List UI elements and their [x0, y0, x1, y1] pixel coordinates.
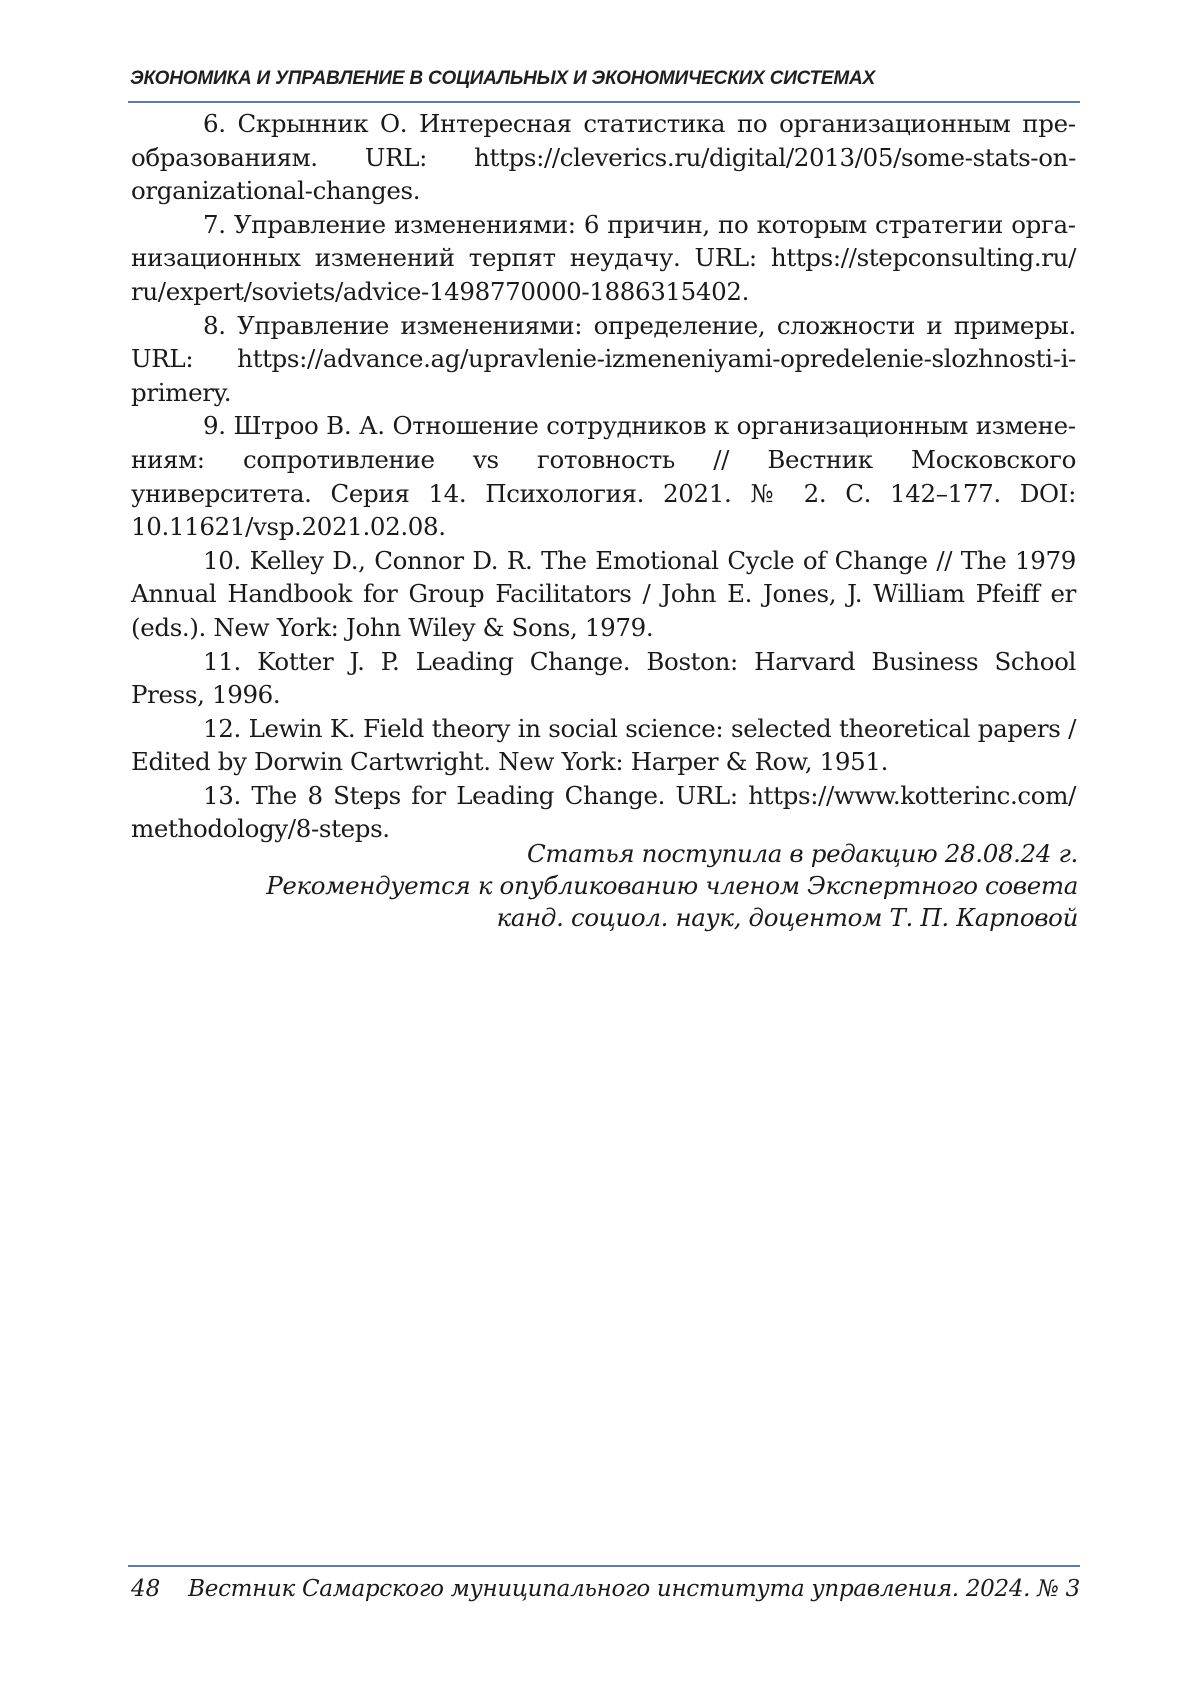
footer-divider — [128, 1565, 1080, 1567]
received-date-line: Статья поступила в редакцию 28.08.24 г. — [526, 839, 1078, 868]
submission-note — [178, 838, 1078, 934]
reference-list — [131, 107, 1076, 846]
reference-item-6: 6. Скрынник О. Интересная статистика по организационным преобразованиям. URL: https://cleverics.ru/​digital/​2013/​05/​some-stats-on-​organizational-changes. — [131, 109, 1076, 206]
header-divider — [128, 101, 1080, 103]
reference-item-8: 8. Управление изменениями: определение, сложности и примеры. URL: https://​advance.ag/​upravlenie-izmeneniyami-opredelenie-slozhnosti-i-​primery. — [131, 310, 1076, 407]
reference-item-7: 7. Управление изменениями: 6 причин, по которым стратегии организационных изменений терпят неудачу. URL: https://​stepconsulting.ru/​ru/​expert/soviets/advice-1498770000-1886315402. — [131, 209, 1076, 306]
page-number: 48 — [131, 1576, 161, 1602]
reference-item-13: 13. The 8 Steps for Leading Change. URL: https://​www.kotterinc.com/​methodology/8-steps. — [131, 780, 1076, 844]
recommendation-line: Рекомендуется к опубликованию членом Экспертного совета — [266, 871, 1078, 900]
running-title: ЭКОНОМИКА И УПРАВЛЕНИЕ В СОЦИАЛЬНЫХ И ЭКОНОМИЧЕСКИХ СИСТЕМАХ — [130, 68, 875, 89]
reference-item-12: 12. Lewin K. Field theory in social science: selected theoretical papers / Edited by Dorwin Cartwright. New York: Harper & Row, 1951. — [131, 713, 1076, 777]
reference-item-11: 11. Kotter J. P. Leading Change. Boston: Harvard Business School Press, 1996. — [131, 646, 1076, 710]
reviewer-line: канд. социол. наук, доцентом Т. П. Карповой — [496, 903, 1078, 932]
reference-item-10: 10. Kelley D., Connor D. R. The Emotional Cycle of Change // The 1979 Annual Handbook for Group Facilitators / John E. Jones, J. William Pfeiff er (eds.). New York: John Wiley & Sons, 1979. — [131, 545, 1076, 642]
journal-title: Вестник Самарского муниципального института управления. 2024. № 3 — [188, 1576, 1080, 1602]
reference-item-9: 9. Штроо В. А. Отношение сотрудников к организационным изменениям: сопротивление vs готовность // Вестник Московского университета. Серия 14. Психология. 2021. № 2. С. 142–177. DOI: 10.11621/vsp.2021.02.08. — [131, 411, 1076, 542]
